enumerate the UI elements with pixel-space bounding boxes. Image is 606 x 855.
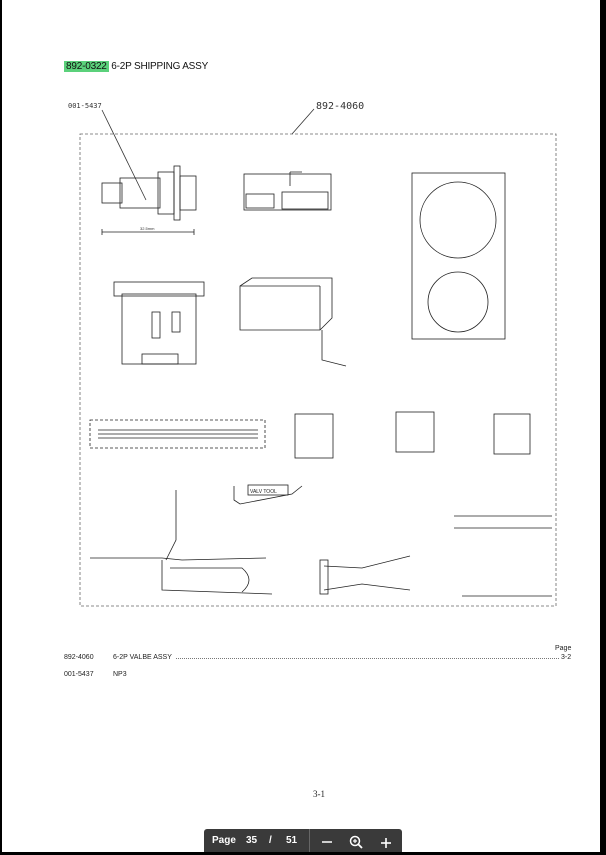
valve-assembly-illustration bbox=[102, 166, 196, 235]
coil-board-illustration bbox=[412, 173, 505, 339]
item-page: 3-2 bbox=[561, 654, 572, 661]
page-footer-number: 3-1 bbox=[313, 789, 325, 799]
leader-dots bbox=[176, 658, 559, 659]
callout-001-5437: 001-5437 bbox=[68, 102, 102, 110]
callout-892-4060: 892-4060 bbox=[316, 101, 365, 112]
plus-icon bbox=[374, 829, 398, 852]
connector-kit-illustration bbox=[244, 172, 331, 210]
power-box-illustration bbox=[240, 278, 346, 366]
toolbar-divider bbox=[309, 829, 310, 852]
terminal-pack-3 bbox=[494, 414, 530, 454]
part-number-highlight: 892-0322 bbox=[66, 61, 107, 72]
total-pages: 51 bbox=[286, 835, 298, 846]
page-column-header: Page bbox=[555, 645, 572, 652]
item-description: NP3 bbox=[113, 671, 127, 678]
current-page-input[interactable]: 35 bbox=[246, 835, 258, 846]
item-description: 6-2P VALBE ASSY bbox=[113, 654, 172, 661]
page-separator: / bbox=[269, 835, 272, 846]
dimension-label: 32.5mm bbox=[140, 226, 155, 231]
terminal-pack-2 bbox=[396, 412, 434, 452]
pdf-viewer-toolbar bbox=[204, 829, 402, 852]
wire-harness-illustration bbox=[90, 490, 552, 596]
assembly-title: 6-2P SHIPPING ASSY bbox=[111, 61, 209, 72]
parts-diagram bbox=[2, 0, 600, 640]
page-label: Page bbox=[212, 835, 236, 846]
minus-icon bbox=[315, 829, 339, 852]
zoom-in-button[interactable] bbox=[374, 829, 398, 852]
item-number: 001-5437 bbox=[64, 671, 94, 678]
magnifier-icon bbox=[344, 829, 368, 852]
terminal-pack-1 bbox=[295, 414, 333, 458]
document-page bbox=[2, 0, 600, 852]
zoom-out-button[interactable] bbox=[315, 829, 339, 852]
zoom-button[interactable] bbox=[344, 829, 368, 852]
valve-tool-label: VALV TOOL bbox=[250, 489, 277, 495]
circuit-board-illustration bbox=[114, 282, 204, 364]
item-number: 892-4060 bbox=[64, 654, 94, 661]
harness-strip-illustration bbox=[90, 420, 265, 448]
